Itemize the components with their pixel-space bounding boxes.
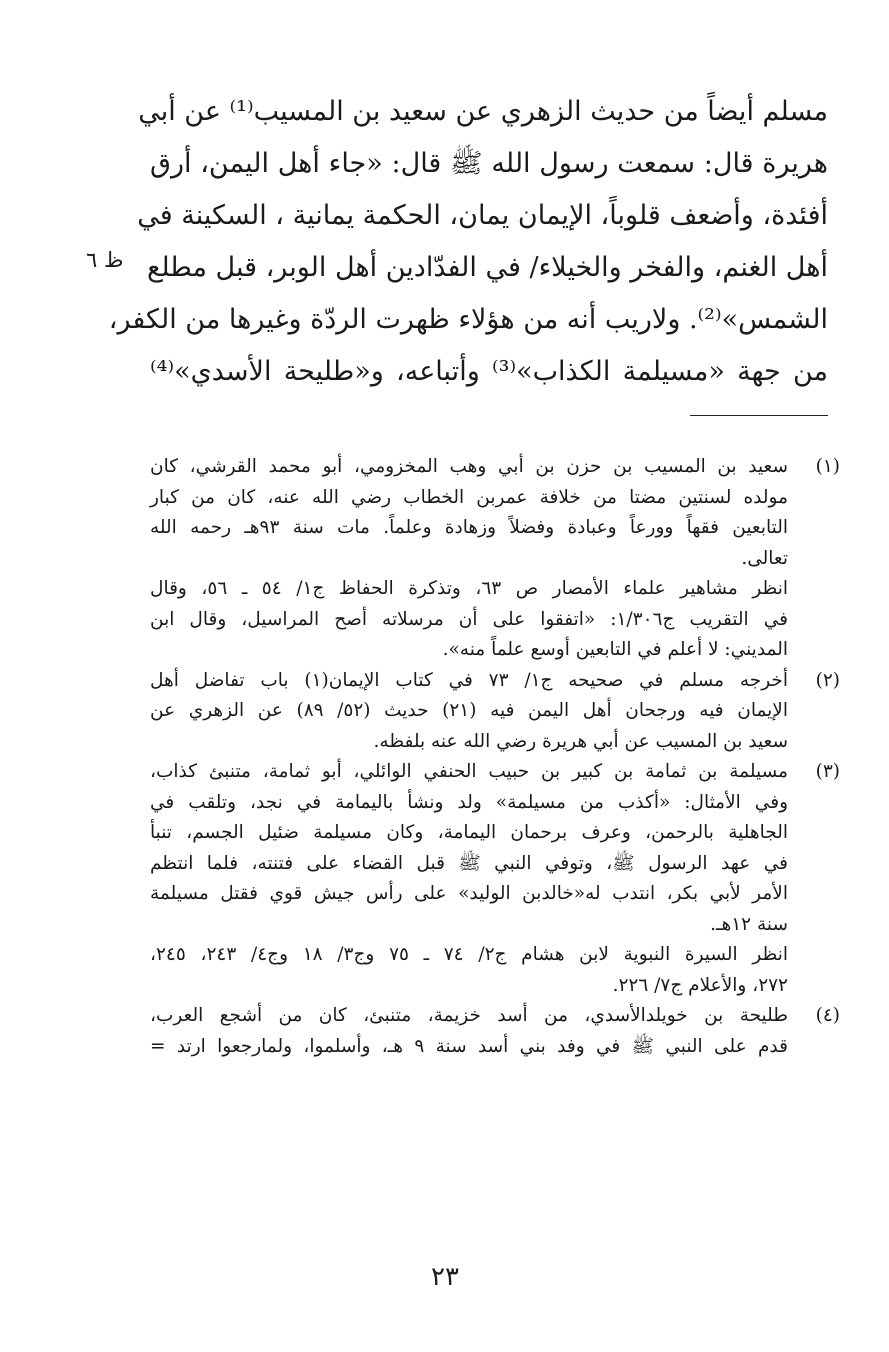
footnote-line: مولده لسنتين مضتا من خلافة عمربن الخطاب رضي الله عنه، كان من كبار [150,486,788,508]
footnote-line: سنة ١٢هـ. [710,913,788,935]
footnote-line: قدم على النبي ﷺ في وفد بني أسد سنة ٩ هـ، وأسلموا، ولمارجعوا ارتد = [150,1035,788,1057]
footnote-number: (٤) [815,1005,840,1026]
footnote-line: طليحة بن خويلدالأسدي، من أسد خزيمة، متنبئ، كان من أشجع العرب، [150,1005,788,1026]
footnote-separator [690,415,828,416]
footnote-line: أخرجه مسلم في صحيحه ج١/ ٧٣ في كتاب الإيمان(١) باب تفاضل أهل [150,669,788,691]
manuscript-folio-marker: ظ ٦ [86,248,124,272]
main-text-line: مسلم أيضاً من حديث الزهري عن سعيد بن المسيب⁽¹⁾ عن أبي [138,96,828,127]
footnote-line: مسيلمة بن ثمامة بن كبير بن حبيب الحنفي الوائلي، أبو ثمامة، متنبئ كذاب، [150,761,788,782]
footnote [150,666,840,758]
main-text-line: أفئدة، وأضعف قلوباً، الإيمان يمان، الحكمة يمانية ، السكينة في [137,200,828,231]
footnote-line: وفي الأمثال: «أكذب من مسيلمة» ولد ونشأ باليمامة في نجد، وتلقب في [150,791,788,813]
footnote-line: المديني: لا أعلم في التابعين أوسع علماً منه». [442,639,788,660]
footnotes [150,452,840,1062]
footnote [150,452,840,666]
footnote-line: الجاهلية بالرحمن، وعرف برحمان اليمامة، وكان مسيلمة ضئيل الجسم، تنبأ [150,822,788,843]
footnote-line: انظر السيرة النبوية لابن هشام ج٢/ ٧٤ ـ ٧٥ وج٣/ ١٨ وج٤/ ٢٤٣، ٢٤٥، [150,944,789,965]
main-text-line: من جهة «مسيلمة الكذاب»⁽³⁾ وأتباعه، و«طليحة الأسدي»⁽⁴⁾ [150,356,829,387]
footnote-line: الأمر لأبي بكر، انتدب له«خالدبن الوليد» على رأس جيش قوي فقتل مسيلمة [150,883,788,904]
footnote-line: في التقريب ج١/٣٠٦: «اتفقوا على أن مرسلاته أصح المراسيل، وقال ابن [150,608,788,630]
footnote-line: التابعين فقهاً وورعاً وعبادة وفضلاً وزهادة وعلماً. مات سنة ٩٣هـ رحمه الله [150,517,788,538]
footnote-line: ٢٧٢، والأعلام ج٧/ ٢٢٦. [612,974,788,996]
footnote-line: سعيد بن المسيب عن أبي هريرة رضي الله عنه بلفظه. [373,730,788,752]
footnote-line: تعالى. [741,547,788,569]
footnote-number: (٢) [815,669,840,691]
footnote-number: (٣) [815,761,840,782]
footnote-line: انظر مشاهير علماء الأمصار ص ٦٣، وتذكرة الحفاظ ج١/ ٥٤ ـ ٥٦، وقال [150,578,788,599]
footnote-line: في عهد الرسول ﷺ، وتوفي النبي ﷺ قبل القضاء على فتنته، فلما انتظم [150,852,788,874]
main-text-line: أهل الغنم، والفخر والخيلاء/ في الفدّادين أهل الوبر، قبل مطلع [147,252,828,283]
footnote [150,1001,840,1062]
footnote-number: (١) [815,456,840,477]
main-text-line: الشمس»⁽²⁾. ولاريب أنه من هؤلاء ظهرت الردّة وغيرها من الكفر، [108,304,828,335]
footnote-line: سعيد بن المسيب بن حزن بن أبي وهب المخزومي، أبو محمد القرشي، كان [150,456,788,477]
footnote-line: الإيمان فيه ورجحان أهل اليمن فيه (٢١) حديث (٥٢/ ٨٩) عن الزهري عن [150,700,788,721]
main-text-line: هريرة قال: سمعت رسول الله ﷺ قال: «جاء أهل اليمن، أرق [150,148,828,179]
footnote [150,757,840,1001]
main-text [108,86,829,398]
page-number: ٢٣ [431,1262,459,1292]
